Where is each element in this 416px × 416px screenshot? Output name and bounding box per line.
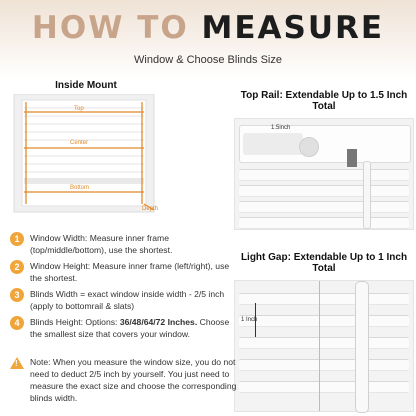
slat xyxy=(239,185,409,197)
top-rail-photo xyxy=(234,118,414,230)
title-part-1: HOW TO xyxy=(31,10,189,46)
height-prefix: Blinds Height: Options: xyxy=(30,317,120,327)
slat xyxy=(239,337,409,349)
slat xyxy=(239,359,409,371)
top-rail-measure: 1.5inch xyxy=(271,125,291,131)
wand-clip-icon xyxy=(347,149,357,167)
slat xyxy=(239,293,409,305)
slat xyxy=(239,315,409,327)
bracket xyxy=(243,133,303,155)
window-blind-illustration xyxy=(10,94,162,218)
slat xyxy=(239,217,409,229)
instruction-text: Window Width: Measure inner frame (top/middle/bottom), use the shortest. xyxy=(30,233,173,255)
warning-icon xyxy=(10,357,24,369)
light-gap-title: Light Gap: Extendable Up to 1 Inch Total xyxy=(240,252,408,274)
inside-mount-label: Inside Mount xyxy=(55,80,117,91)
label-center: Center xyxy=(70,140,89,146)
step-badge: 2 xyxy=(10,260,24,274)
step-badge: 4 xyxy=(10,316,24,330)
step-badge: 3 xyxy=(10,288,24,302)
light-gap-photo xyxy=(234,280,414,412)
ladder-cord xyxy=(319,281,320,411)
instruction-text: Window Height: Measure inner frame (left/right), use the shortest. xyxy=(30,261,230,283)
top-rail-title: Top Rail: Extendable Up to 1.5 Inch Total xyxy=(240,90,408,112)
instruction-text: Blinds Width = exact window inside width - 2/5 inch (apply to bottomrail & slats) xyxy=(30,289,225,311)
height-suffix: Choose the smallest size that covers your window. xyxy=(30,317,230,339)
note-text: Note: When you measure the window size, you do not need to deduct 2/5 inch by yourself. You just need to measure the exact size and choose the corresponding blinds width. xyxy=(30,357,237,403)
warning-mark: ! xyxy=(15,359,18,368)
height-options: 36/48/64/72 Inches. xyxy=(119,317,198,327)
wand xyxy=(355,281,369,413)
step-badge: 1 xyxy=(10,232,24,246)
light-gap-measure: 1 Inch xyxy=(241,317,258,323)
label-top: Top xyxy=(74,106,84,112)
tilter-knob-icon xyxy=(299,137,319,157)
label-bottom: Bottom xyxy=(70,185,90,191)
inside-mount-diagram xyxy=(10,94,162,218)
slat xyxy=(239,201,409,213)
instruction-text xyxy=(30,316,242,340)
slat xyxy=(239,169,409,181)
page-title xyxy=(0,10,416,46)
wand xyxy=(363,161,371,229)
label-depth: Depth xyxy=(142,206,159,212)
title-part-2: MEASURE xyxy=(201,10,385,46)
slat xyxy=(239,381,409,393)
page-subtitle: Window & Choose Blinds Size xyxy=(134,54,282,66)
